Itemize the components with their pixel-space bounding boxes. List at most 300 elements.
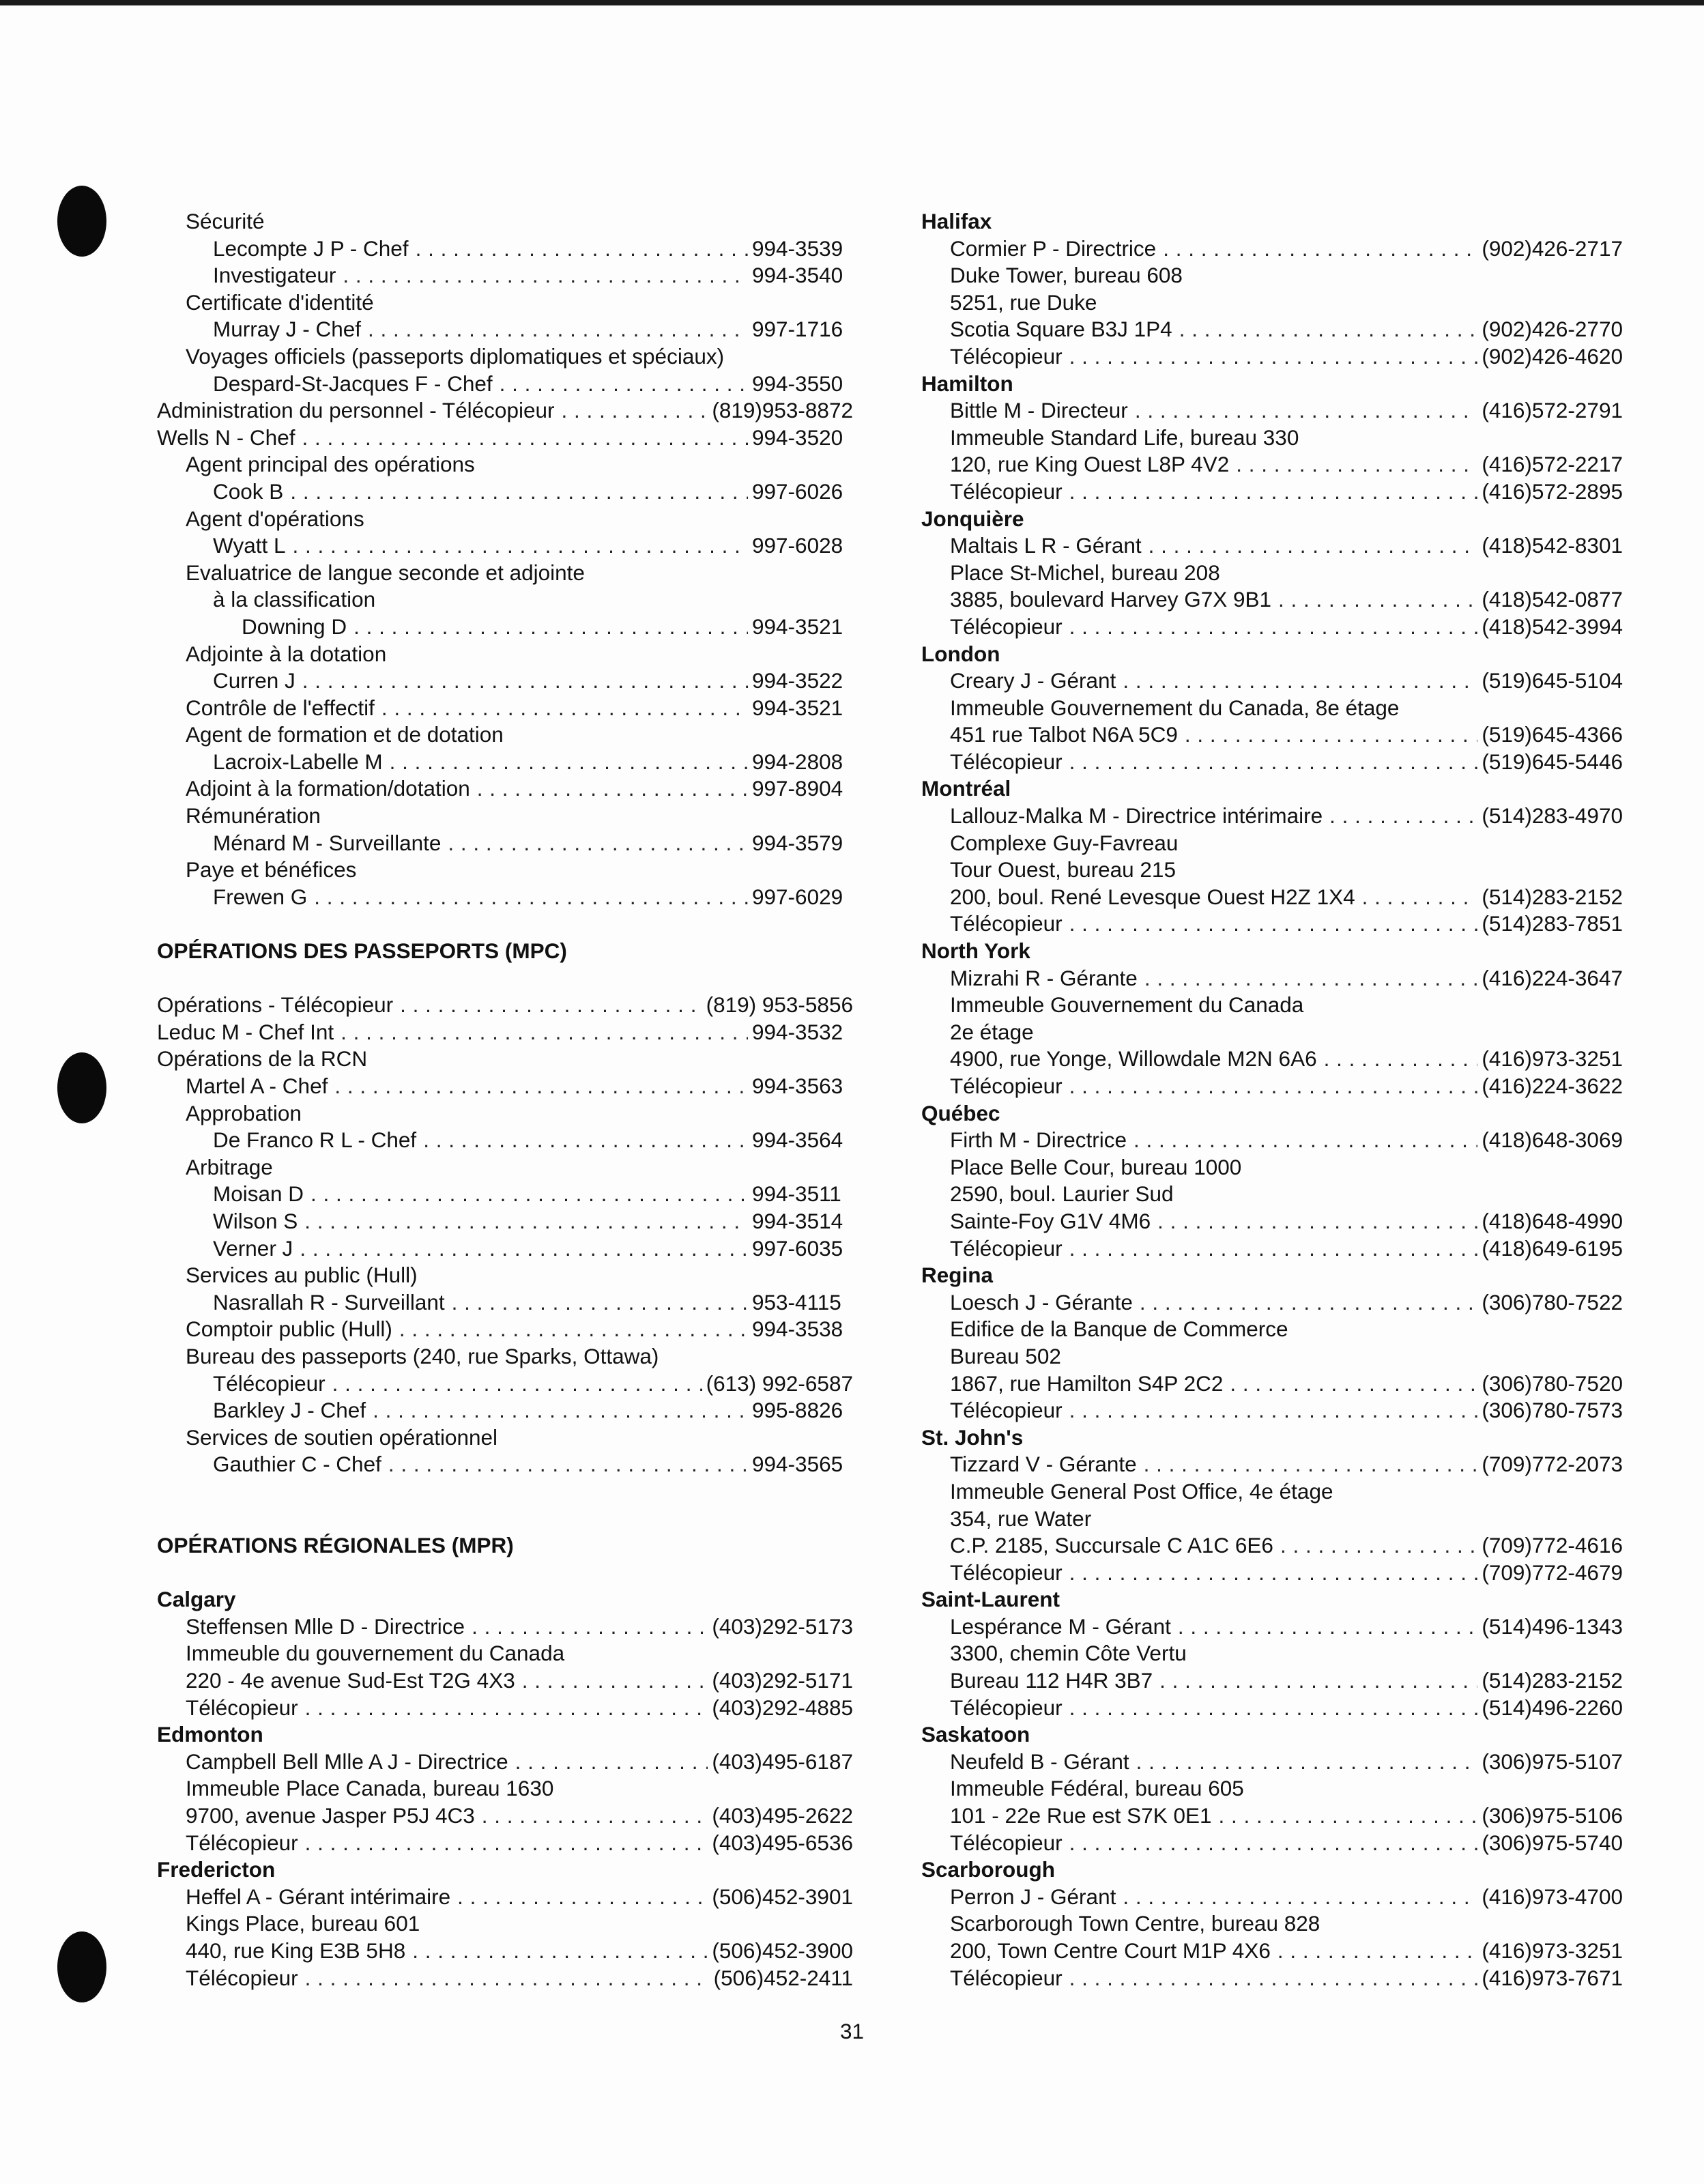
dot-leader: [373, 1397, 748, 1424]
directory-text: Immeuble Place Canada, bureau 1630: [186, 1776, 554, 1801]
dot-leader: [400, 992, 702, 1019]
directory-entry: [157, 478, 853, 506]
phone-number: 995-8826: [752, 1398, 843, 1423]
phone-number: 997-6028: [752, 533, 843, 558]
phone-number: 994-3521: [752, 695, 843, 720]
entry-label: 451 rue Talbot N6A 5C9: [950, 722, 1178, 747]
entry-label: Campbell Bell Mlle A J - Directrice: [186, 1749, 508, 1774]
right-column: [921, 208, 1623, 1992]
directory-text: Place Belle Cour, bureau 1000: [950, 1154, 1242, 1179]
punch-hole-bottom: [57, 1931, 106, 2002]
phone-number: 997-6035: [752, 1235, 843, 1261]
directory-text: Agent principal des opérations: [186, 452, 475, 477]
directory-text: Immeuble Standard Life, bureau 330: [950, 425, 1299, 450]
entry-label: Barkley J - Chef: [213, 1398, 366, 1423]
dot-leader: [472, 1613, 708, 1641]
phone-number: 997-8904: [752, 776, 843, 801]
left-column: [157, 208, 853, 1992]
phone-number: (902)426-2717: [1482, 235, 1623, 261]
phone-number: (306)780-7522: [1482, 1289, 1623, 1314]
directory-text: Edifice de la Banque de Commerce: [950, 1317, 1288, 1342]
directory-entry: [921, 1451, 1623, 1478]
entry-label: Télécopieur: [950, 1965, 1063, 1990]
phone-number: (418)648-4990: [1482, 1208, 1623, 1233]
entry-label: Wilson S: [213, 1208, 298, 1233]
phone-number: (403)495-2622: [712, 1803, 853, 1828]
phone-number: 994-3539: [752, 235, 843, 261]
directory-entry: [921, 749, 1623, 776]
entry-label: Perron J - Gérant: [950, 1884, 1116, 1909]
directory-entry: [157, 425, 853, 452]
dot-leader: [1179, 316, 1478, 343]
entry-label: Bureau 112 H4R 3B7: [950, 1668, 1153, 1693]
phone-number: (709)772-4616: [1482, 1533, 1623, 1558]
phone-number: (403)292-5173: [712, 1613, 853, 1639]
dot-leader: [1069, 1073, 1478, 1100]
directory-text: Voyages officiels (passeports diplomatiques et spéciaux): [186, 343, 725, 369]
entry-label: Télécopieur: [950, 911, 1063, 936]
directory-text: Immeuble Gouvernement du Canada, 8e étage: [950, 695, 1400, 720]
phone-number: 994-3540: [752, 263, 843, 288]
directory-text: Sécurité: [186, 209, 265, 233]
entry-label: 4900, rue Yonge, Willowdale M2N 6A6: [950, 1046, 1317, 1072]
directory-text: Bureau des passeports (240, rue Sparks, Ottawa): [186, 1343, 659, 1368]
directory-entry: [921, 965, 1623, 992]
entry-label: Murray J - Chef: [213, 317, 362, 342]
entry-label: Neufeld B - Gérant: [950, 1749, 1129, 1774]
page-number: 31: [839, 2019, 865, 2043]
phone-number: 997-1716: [752, 317, 843, 342]
phone-number: 997-6026: [752, 478, 843, 504]
entry-label: Comptoir public (Hull): [186, 1317, 392, 1342]
phone-number: 994-3579: [752, 830, 843, 855]
directory-text: à la classification: [213, 587, 376, 612]
entry-label: Télécopieur: [950, 1695, 1063, 1720]
dot-leader: [452, 1289, 748, 1317]
directory-text: Immeuble General Post Office, 4e étage: [950, 1478, 1333, 1504]
dot-leader: [305, 1965, 710, 1992]
dot-leader: [1280, 1532, 1477, 1560]
directory-entry: [157, 667, 853, 695]
directory-entry: [157, 1667, 853, 1695]
directory-text: Tour Ouest, bureau 215: [950, 857, 1176, 882]
dot-leader: [368, 316, 748, 343]
directory-entry: [157, 316, 853, 343]
entry-label: Investigateur: [213, 263, 336, 288]
dot-leader: [1185, 721, 1477, 749]
directory-entry: [157, 371, 853, 398]
entry-label: Curren J: [213, 668, 295, 693]
spacer: [157, 1506, 853, 1533]
dot-leader: [332, 1370, 702, 1398]
entry-label: 120, rue King Ouest L8P 4V2: [950, 452, 1230, 477]
directory-text: 3300, chemin Côte Vertu: [950, 1641, 1187, 1666]
directory-entry: [921, 1208, 1623, 1235]
city-heading: Saskatoon: [921, 1722, 1030, 1747]
dot-leader: [1069, 1560, 1478, 1587]
directory-entry: [921, 478, 1623, 506]
entry-label: Lacroix-Labelle M: [213, 749, 383, 774]
directory-entry: [157, 830, 853, 857]
directory-entry: [921, 397, 1623, 425]
entry-label: Cook B: [213, 478, 284, 504]
directory-entry: [921, 667, 1623, 695]
directory-entry: [921, 1532, 1623, 1560]
directory-entry: [921, 721, 1623, 749]
spacer: [157, 910, 853, 938]
directory-entry: [921, 316, 1623, 343]
entry-label: Ménard M - Surveillante: [213, 830, 442, 855]
directory-text: Approbation: [186, 1100, 302, 1125]
directory-entry: [921, 1370, 1623, 1398]
directory-text: Agent de formation et de dotation: [186, 722, 504, 747]
phone-number: (418)542-3994: [1482, 614, 1623, 639]
city-heading: Montréal: [921, 776, 1011, 801]
dot-leader: [305, 1695, 708, 1722]
directory-entry: [921, 1965, 1623, 1992]
directory-text: Services de soutien opérationnel: [186, 1424, 498, 1450]
directory-text: Kings Place, bureau 601: [186, 1911, 420, 1936]
phone-number: (306)780-7573: [1482, 1398, 1623, 1423]
dot-leader: [353, 614, 748, 641]
directory-text: 2e étage: [950, 1019, 1034, 1044]
directory-entry: [157, 1316, 853, 1343]
dot-leader: [1069, 910, 1478, 938]
dot-leader: [334, 1073, 748, 1100]
directory-entry: [157, 614, 853, 641]
dot-leader: [304, 1208, 748, 1235]
phone-number: 953-4115: [752, 1289, 841, 1314]
directory-entry: [157, 1749, 853, 1776]
entry-label: Télécopieur: [186, 1830, 298, 1855]
dot-leader: [562, 397, 708, 425]
dot-leader: [515, 1749, 708, 1776]
directory-entry: [921, 1560, 1623, 1587]
city-heading: Regina: [921, 1263, 994, 1288]
entry-label: Loesch J - Gérante: [950, 1289, 1133, 1314]
directory-text: Scarborough Town Centre, bureau 828: [950, 1911, 1320, 1936]
city-heading: Québec: [921, 1100, 1000, 1125]
entry-label: Maltais L R - Gérant: [950, 533, 1142, 558]
entry-label: Nasrallah R - Surveillant: [213, 1289, 445, 1314]
dot-leader: [1069, 614, 1478, 641]
entry-label: Steffensen Mlle D - Directrice: [186, 1613, 465, 1639]
dot-leader: [341, 1019, 748, 1046]
dot-leader: [1278, 586, 1477, 614]
phone-number: (403)292-4885: [712, 1695, 853, 1720]
entry-label: Frewen G: [213, 884, 308, 909]
phone-number: (506)452-3900: [712, 1938, 853, 1963]
dot-leader: [1329, 803, 1477, 830]
directory-entry: [921, 1397, 1623, 1424]
directory-entry: [921, 803, 1623, 830]
spacer: [157, 1478, 853, 1506]
entry-label: Télécopieur: [186, 1695, 298, 1720]
phone-number: (416)572-2791: [1482, 398, 1623, 423]
directory-text: Immeuble du gouvernement du Canada: [186, 1641, 565, 1666]
dot-leader: [388, 1451, 748, 1478]
directory-entry: [921, 235, 1623, 263]
directory-entry: [157, 1397, 853, 1424]
directory-entry: [157, 1884, 853, 1911]
dot-leader: [290, 478, 748, 506]
dot-leader: [1069, 1695, 1478, 1722]
phone-number: 994-3564: [752, 1127, 843, 1153]
directory-entry: [921, 586, 1623, 614]
directory-entry: [921, 1938, 1623, 1965]
dot-leader: [1144, 1451, 1478, 1478]
dot-leader: [500, 371, 748, 398]
phone-number: (819) 953-5856: [706, 992, 853, 1018]
directory-entry: [157, 397, 853, 425]
directory-entry: [157, 1127, 853, 1154]
entry-label: Sainte-Foy G1V 4M6: [950, 1208, 1151, 1233]
phone-number: (514)283-7851: [1482, 911, 1623, 936]
phone-number: (416)973-7671: [1482, 1965, 1623, 1990]
directory-entry: [157, 1830, 853, 1857]
directory-text: Opérations de la RCN: [157, 1046, 368, 1072]
phone-number: 994-3514: [752, 1208, 843, 1233]
phone-number: (902)426-4620: [1482, 343, 1623, 369]
entry-label: Firth M - Directrice: [950, 1127, 1127, 1153]
phone-number: (416)572-2217: [1482, 452, 1623, 477]
entry-label: Télécopieur: [950, 1560, 1063, 1585]
dot-leader: [1069, 1830, 1478, 1857]
directory-entry: [157, 235, 853, 263]
entry-label: Gauthier C - Chef: [213, 1452, 381, 1477]
entry-label: Télécopieur: [213, 1370, 326, 1396]
phone-number: (418)648-3069: [1482, 1127, 1623, 1153]
city-heading: Jonquière: [921, 506, 1024, 531]
directory-entry: [921, 1235, 1623, 1263]
phone-number: (519)645-4366: [1482, 722, 1623, 747]
spacer: [157, 1560, 853, 1587]
phone-number: (418)649-6195: [1482, 1235, 1623, 1261]
city-heading: Halifax: [921, 209, 992, 233]
dot-leader: [314, 884, 748, 911]
dot-leader: [293, 532, 749, 560]
entry-label: Lecompte J P - Chef: [213, 235, 409, 261]
directory-entry: [157, 1802, 853, 1830]
directory-entry: [157, 262, 853, 289]
entry-label: 200, boul. René Levesque Ouest H2Z 1X4: [950, 884, 1355, 909]
entry-label: 3885, boulevard Harvey G7X 9B1: [950, 587, 1272, 612]
dot-leader: [482, 1802, 708, 1830]
directory-entry: [157, 992, 853, 1019]
dot-leader: [390, 749, 748, 776]
directory-entry: [157, 1938, 853, 1965]
city-heading: North York: [921, 938, 1030, 964]
phone-number: 994-2808: [752, 749, 843, 774]
directory-entry: [157, 532, 853, 560]
dot-leader: [1140, 1289, 1477, 1317]
directory-entry: [157, 1073, 853, 1100]
directory-text: 2590, boul. Laurier Sud: [950, 1181, 1174, 1207]
phone-number: (418)542-0877: [1482, 587, 1623, 612]
entry-label: Mizrahi R - Gérante: [950, 965, 1138, 990]
phone-number: (519)645-5446: [1482, 749, 1623, 774]
dot-leader: [1069, 343, 1478, 371]
entry-label: Scotia Square B3J 1P4: [950, 317, 1172, 342]
dot-leader: [1135, 397, 1478, 425]
directory-entry: [921, 910, 1623, 938]
city-heading: Saint-Laurent: [921, 1587, 1060, 1612]
entry-label: Cormier P - Directrice: [950, 235, 1157, 261]
entry-label: Heffel A - Gérant intérimaire: [186, 1884, 451, 1909]
dot-leader: [1157, 1208, 1477, 1235]
phone-number: 994-3511: [752, 1181, 841, 1207]
dot-leader: [1069, 1397, 1478, 1424]
directory-entry: [921, 1749, 1623, 1776]
phone-number: (709)772-4679: [1482, 1560, 1623, 1585]
directory-entry: [157, 884, 853, 911]
directory-entry: [157, 1613, 853, 1641]
phone-number: (416)973-3251: [1482, 1046, 1623, 1072]
dot-leader: [399, 1316, 748, 1343]
phone-number: (514)283-2152: [1482, 1668, 1623, 1693]
directory-entry: [157, 1235, 853, 1263]
directory-text: Complexe Guy-Favreau: [950, 830, 1179, 855]
entry-label: Creary J - Gérant: [950, 668, 1116, 693]
directory-entry: [921, 1884, 1623, 1911]
entry-label: 440, rue King E3B 5H8: [186, 1938, 406, 1963]
dot-leader: [1277, 1938, 1477, 1965]
phone-number: (506)452-3901: [712, 1884, 853, 1909]
entry-label: Wells N - Chef: [157, 425, 295, 450]
entry-label: Downing D: [242, 614, 347, 639]
dot-leader: [1178, 1613, 1477, 1641]
directory-text: Adjointe à la dotation: [186, 641, 387, 666]
dot-leader: [457, 1884, 708, 1911]
entry-label: 101 - 22e Rue est S7K 0E1: [950, 1803, 1212, 1828]
entry-label: Télécopieur: [950, 1830, 1063, 1855]
phone-number: 994-3532: [752, 1019, 843, 1044]
entry-label: Télécopieur: [950, 343, 1063, 369]
phone-number: 994-3520: [752, 425, 843, 450]
dot-leader: [300, 1235, 748, 1263]
directory-text: Paye et bénéfices: [186, 857, 357, 882]
phone-number: (418)542-8301: [1482, 533, 1623, 558]
phone-number: (709)772-2073: [1482, 1452, 1623, 1477]
entry-label: Verner J: [213, 1235, 293, 1261]
entry-label: Contrôle de l'effectif: [186, 695, 375, 720]
entry-label: Télécopieur: [186, 1965, 298, 1990]
city-heading: Edmonton: [157, 1722, 263, 1747]
entry-label: Lallouz-Malka M - Directrice intérimaire: [950, 803, 1323, 829]
directory-entry: [157, 1451, 853, 1478]
directory-text: Services au public (Hull): [186, 1263, 418, 1288]
entry-label: Leduc M - Chef Int: [157, 1019, 334, 1044]
phone-number: (519)645-5104: [1482, 668, 1623, 693]
phone-number: (306)975-5106: [1482, 1803, 1623, 1828]
entry-label: 200, Town Centre Court M1P 4X6: [950, 1938, 1271, 1963]
directory-entry: [157, 695, 853, 722]
dot-leader: [1069, 749, 1478, 776]
dot-leader: [416, 235, 748, 263]
directory-entry: [921, 1830, 1623, 1857]
phone-number: (613) 992-6587: [706, 1370, 853, 1396]
phone-number: 994-3565: [752, 1452, 843, 1477]
phone-number: (514)283-4970: [1482, 803, 1623, 829]
phone-number: 994-3563: [752, 1074, 843, 1098]
dot-leader: [477, 775, 748, 803]
dot-leader: [1159, 1667, 1477, 1695]
section-heading: OPÉRATIONS DES PASSEPORTS (MPC): [157, 938, 567, 964]
phone-number: (306)780-7520: [1482, 1370, 1623, 1396]
dot-leader: [1069, 478, 1478, 506]
directory-text: Agent d'opérations: [186, 506, 364, 531]
directory-text: Arbitrage: [186, 1154, 273, 1179]
entry-label: Opérations - Télécopieur: [157, 992, 394, 1018]
dot-leader: [302, 425, 748, 452]
phone-number: (902)426-2770: [1482, 317, 1623, 342]
directory-entry: [157, 1965, 853, 1992]
entry-label: Lespérance M - Gérant: [950, 1613, 1171, 1639]
phone-number: (514)496-1343: [1482, 1613, 1623, 1639]
dot-leader: [1144, 965, 1478, 992]
dot-leader: [1324, 1046, 1478, 1073]
phone-number: (306)975-5107: [1482, 1749, 1623, 1774]
directory-text: Evaluatrice de langue seconde et adjointe: [186, 560, 585, 585]
directory-entry: [921, 1289, 1623, 1317]
entry-label: Wyatt L: [213, 533, 286, 558]
entry-label: Despard-St-Jacques F - Chef: [213, 371, 493, 396]
dot-leader: [412, 1938, 708, 1965]
entry-label: Moisan D: [213, 1181, 304, 1207]
entry-label: Télécopieur: [950, 478, 1063, 504]
phone-number: (416)973-3251: [1482, 1938, 1623, 1963]
directory-entry: [157, 1370, 853, 1398]
directory-entry: [921, 1667, 1623, 1695]
city-heading: Hamilton: [921, 371, 1013, 396]
dot-leader: [305, 1830, 708, 1857]
entry-label: Adjoint à la formation/dotation: [186, 776, 470, 801]
entry-label: Télécopieur: [950, 749, 1063, 774]
directory-entry: [157, 1695, 853, 1722]
directory-entry: [921, 1073, 1623, 1100]
directory-entry: [921, 614, 1623, 641]
dot-leader: [1069, 1235, 1478, 1263]
directory-entry: [157, 1208, 853, 1235]
phone-number: (416)224-3622: [1482, 1074, 1623, 1098]
directory-entry: [157, 1019, 853, 1046]
phone-number: (403)495-6187: [712, 1749, 853, 1774]
directory-text: Certificate d'identité: [186, 289, 374, 315]
directory-entry: [921, 1613, 1623, 1641]
phone-number: 997-6029: [752, 884, 843, 909]
city-heading: London: [921, 641, 1000, 666]
city-heading: Calgary: [157, 1587, 236, 1612]
directory-entry: [921, 1695, 1623, 1722]
spacer: [157, 965, 853, 992]
phone-number: (403)495-6536: [712, 1830, 853, 1855]
directory-text: 5251, rue Duke: [950, 289, 1097, 315]
entry-label: 9700, avenue Jasper P5J 4C3: [186, 1803, 475, 1828]
directory-entry: [921, 1802, 1623, 1830]
entry-label: 1867, rue Hamilton S4P 2C2: [950, 1370, 1224, 1396]
phone-number: (514)283-2152: [1482, 884, 1623, 909]
directory-entry: [921, 1046, 1623, 1073]
phone-number: (819)953-8872: [712, 398, 853, 423]
city-heading: Scarborough: [921, 1857, 1056, 1882]
directory-text: Rémunération: [186, 803, 321, 829]
punch-hole-middle: [57, 1052, 106, 1123]
entry-label: Tizzard V - Gérante: [950, 1452, 1137, 1477]
dot-leader: [1163, 235, 1477, 263]
entry-label: Télécopieur: [950, 1235, 1063, 1261]
directory-text: Immeuble Fédéral, bureau 605: [950, 1776, 1244, 1801]
directory-entry: [157, 1289, 853, 1317]
